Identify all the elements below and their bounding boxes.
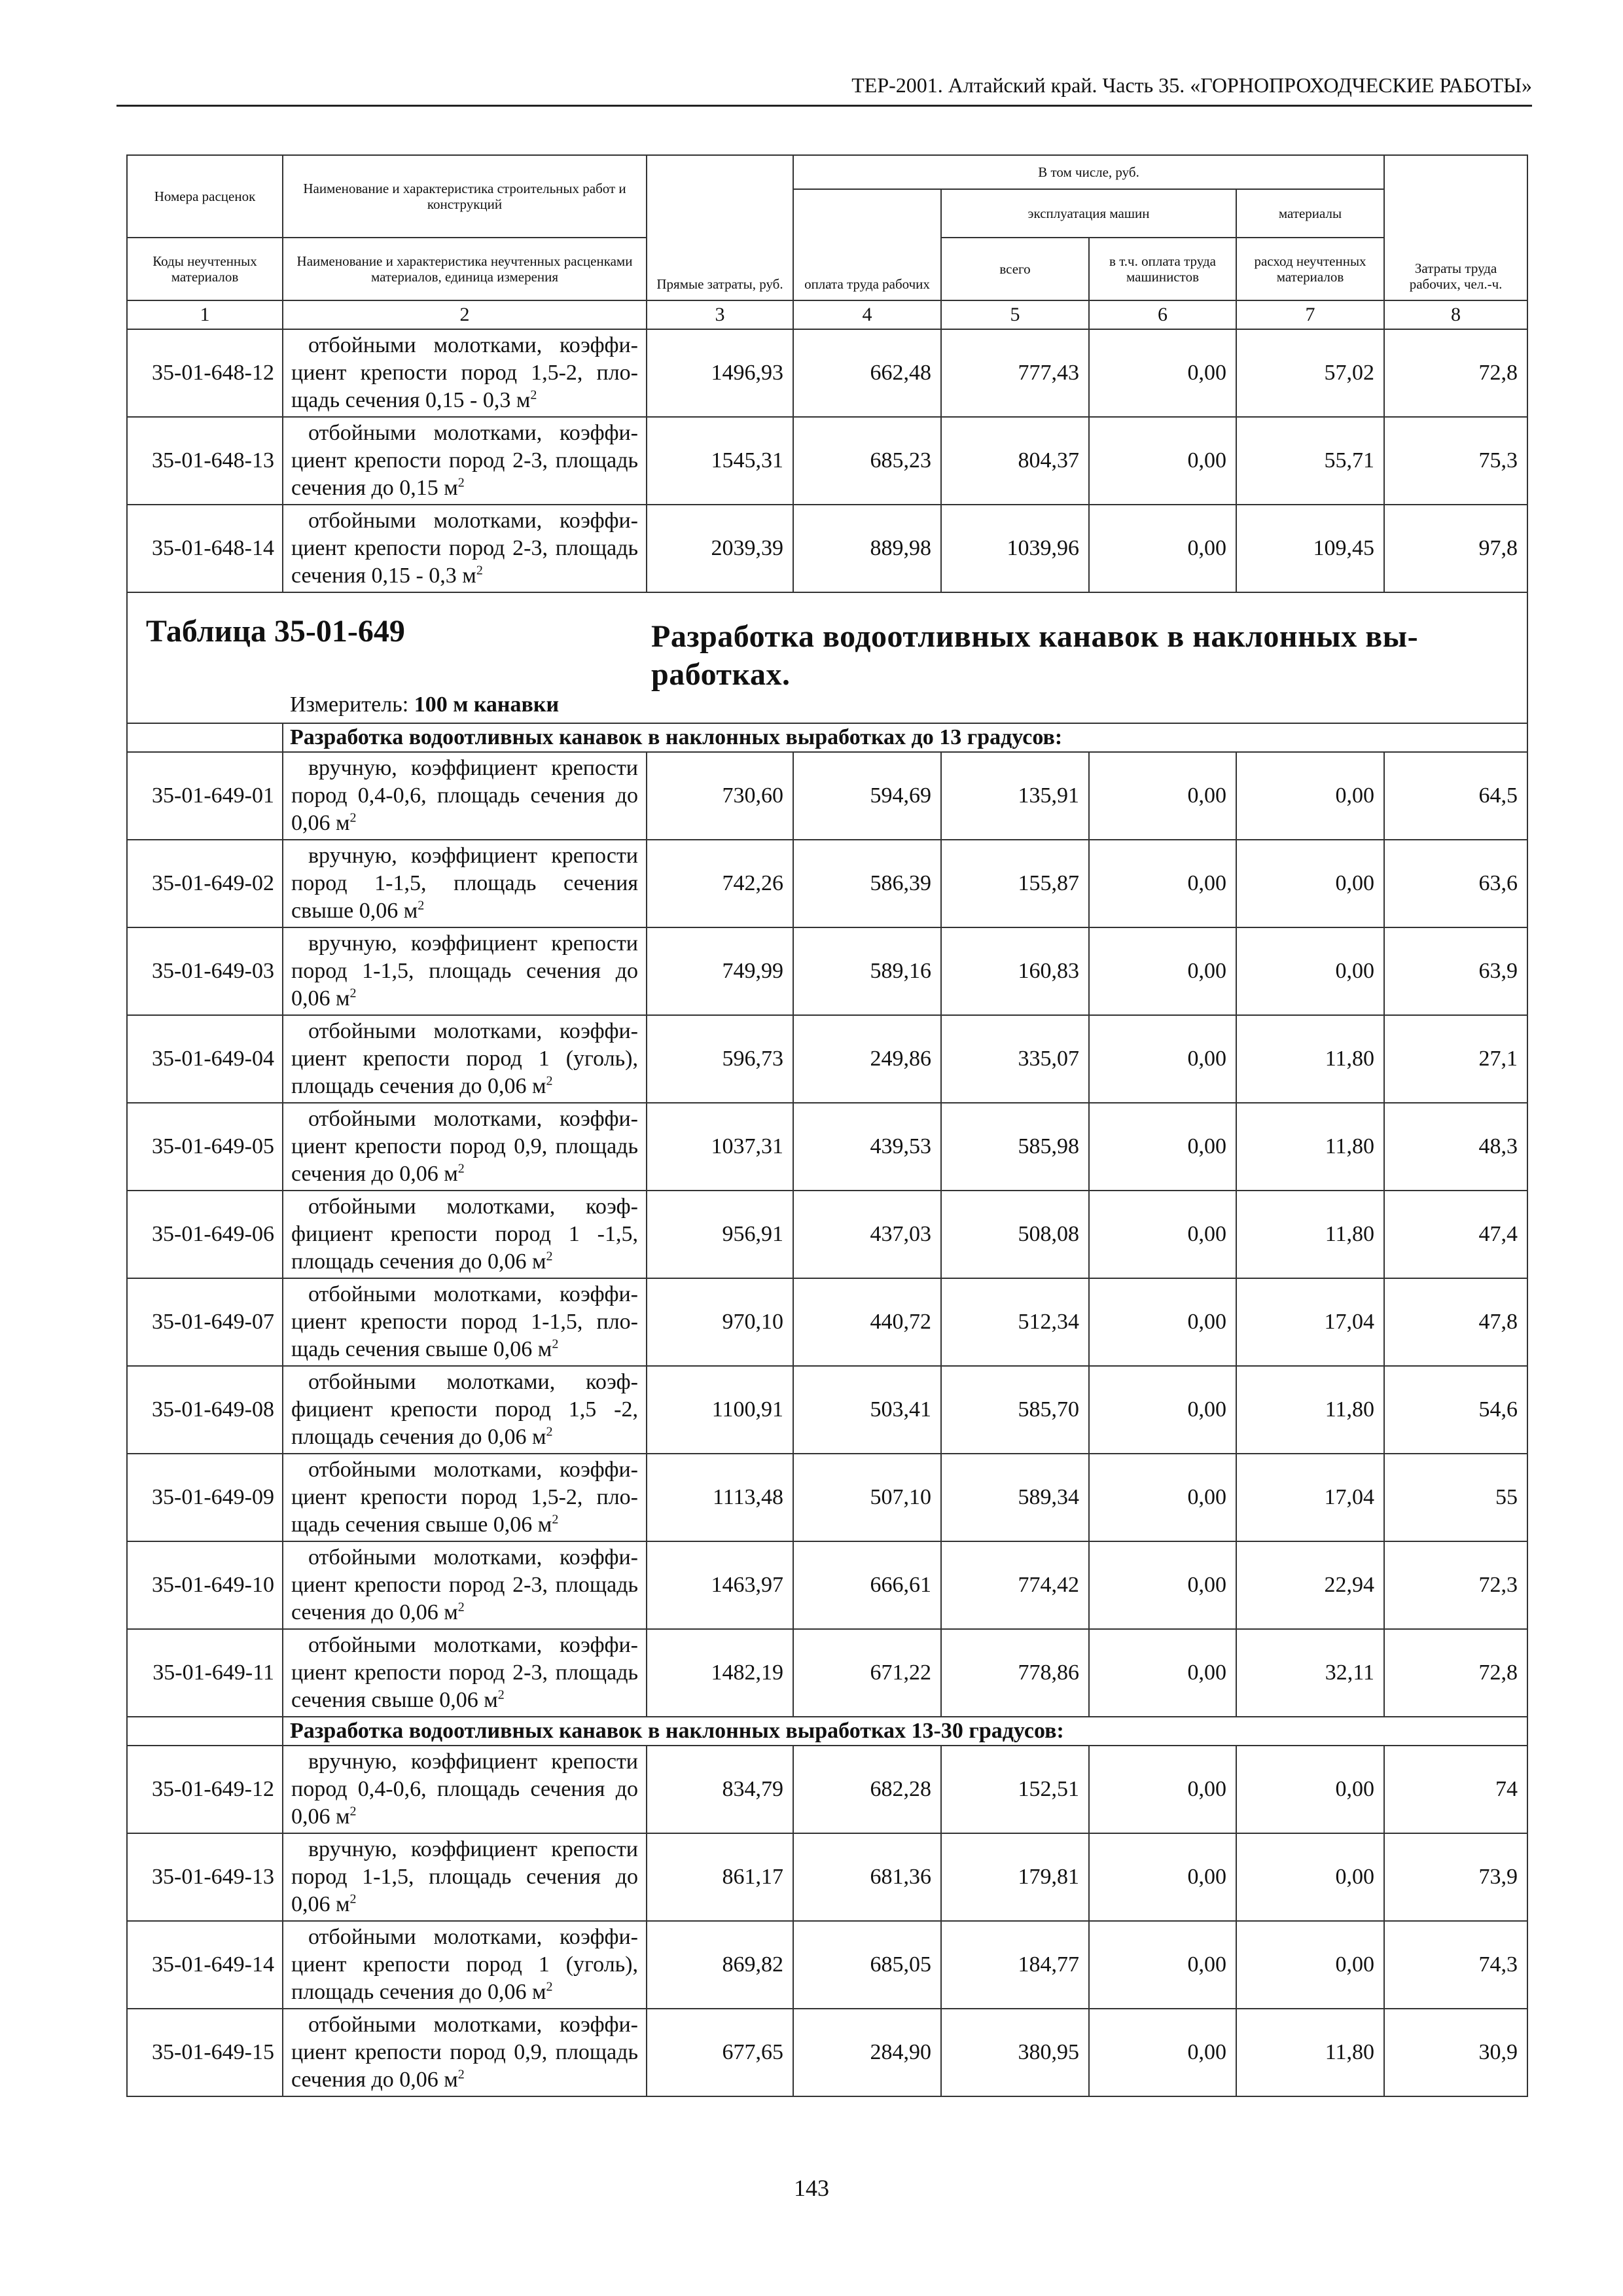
description-text: вручную, коэффициент крепости пород 1-1,5, площадь сечения до 0,06 м: [291, 931, 638, 1011]
machinists-cost: 0,00: [1089, 2009, 1236, 2096]
rate-code: 35-01-649-05: [127, 1103, 283, 1191]
labor-hours: 97,8: [1384, 505, 1527, 592]
machines-cost: 585,70: [941, 1366, 1089, 1454]
table-row: [127, 1103, 1527, 1191]
col-number: 6: [1089, 300, 1236, 329]
machinists-cost: 0,00: [1089, 1921, 1236, 2009]
materials-cost: 11,80: [1236, 1366, 1384, 1454]
direct-costs: 1545,31: [647, 417, 793, 505]
labor-cost: 249,86: [793, 1015, 941, 1103]
unit-exponent: 2: [530, 387, 537, 403]
table-row: [127, 2009, 1527, 2096]
table-row: [127, 1278, 1527, 1366]
labor-hours: 54,6: [1384, 1366, 1527, 1454]
unit-exponent: 2: [457, 1161, 465, 1176]
labor-cost: 503,41: [793, 1366, 941, 1454]
direct-costs: 596,73: [647, 1015, 793, 1103]
labor-hours: 74,3: [1384, 1921, 1527, 2009]
direct-costs: 1463,97: [647, 1541, 793, 1629]
description-text: отбойными молотками, коэффициент крепости пород 1 (уголь), площадь сечения до 0,06 м: [291, 1019, 638, 1098]
description-text: отбойными молотками, коэффициент крепости пород 2-3, площадь сечения до 0,06 м: [291, 1545, 638, 1624]
rate-code: 35-01-649-02: [127, 840, 283, 927]
col-machinists: в т.ч. оплата труда машинистов: [1089, 238, 1236, 300]
col-code-bottom: Коды неучтенных материалов: [127, 238, 283, 300]
labor-hours: 73,9: [1384, 1833, 1527, 1921]
table-title-block: [127, 592, 1527, 723]
unit-exponent: 2: [457, 2067, 465, 2082]
rate-description: [283, 1541, 647, 1629]
machines-cost: 184,77: [941, 1921, 1089, 2009]
materials-cost: 0,00: [1236, 1746, 1384, 1833]
group-spacer: [127, 1717, 283, 1746]
table-row: [127, 1746, 1527, 1833]
col-machines-total: всего: [941, 238, 1089, 300]
table-row: [127, 752, 1527, 840]
description-text: вручную, коэффициент крепости пород 0,4-0,6, площадь сечения до 0,06 м: [291, 756, 638, 835]
rate-code: 35-01-649-06: [127, 1191, 283, 1278]
direct-costs: 730,60: [647, 752, 793, 840]
description-text: отбойными молотками, коэффициент крепости пород 1-1,5, площадь сечения свыше 0,06 м: [291, 1282, 638, 1361]
running-header: [116, 71, 1532, 107]
rate-code: 35-01-648-12: [127, 329, 283, 417]
col-number: 8: [1384, 300, 1527, 329]
rate-description: [283, 840, 647, 927]
description-text: вручную, коэффициент крепости пород 1-1,5, площадь сечения свыше 0,06 м: [291, 844, 638, 923]
labor-cost: 671,22: [793, 1629, 941, 1717]
machines-cost: 335,07: [941, 1015, 1089, 1103]
machinists-cost: 0,00: [1089, 417, 1236, 505]
labor-hours: 47,4: [1384, 1191, 1527, 1278]
machinists-cost: 0,00: [1089, 1454, 1236, 1541]
unit-exponent: 2: [418, 898, 425, 913]
unit-exponent: 2: [546, 1249, 553, 1264]
rate-code: 35-01-649-07: [127, 1278, 283, 1366]
labor-hours: 72,8: [1384, 1629, 1527, 1717]
rate-code: 35-01-649-15: [127, 2009, 283, 2096]
description-text: отбойными молотками, коэффициент крепости пород 2-3, площадь сечения свыше 0,06 м: [291, 1633, 638, 1712]
labor-cost: 889,98: [793, 505, 941, 592]
unit-exponent: 2: [349, 810, 357, 825]
rate-code: 35-01-649-09: [127, 1454, 283, 1541]
machinists-cost: 0,00: [1089, 1629, 1236, 1717]
machines-cost: 135,91: [941, 752, 1089, 840]
machinists-cost: 0,00: [1089, 840, 1236, 927]
machines-cost: 774,42: [941, 1541, 1089, 1629]
group-1-rows: [127, 752, 1527, 1717]
unit-exponent: 2: [349, 1804, 357, 1819]
group-2-rows: [127, 1746, 1527, 2096]
unit-exponent: 2: [552, 1336, 559, 1352]
machinists-cost: 0,00: [1089, 1278, 1236, 1366]
col-name-bottom: Наименование и характеристика неучтенных расценками материалов, единица измерения: [283, 238, 647, 300]
labor-hours: 63,6: [1384, 840, 1527, 927]
materials-cost: 17,04: [1236, 1278, 1384, 1366]
labor-cost: 662,48: [793, 329, 941, 417]
table-row: [127, 1366, 1527, 1454]
direct-costs: 834,79: [647, 1746, 793, 1833]
materials-cost: 32,11: [1236, 1629, 1384, 1717]
machines-cost: 585,98: [941, 1103, 1089, 1191]
machinists-cost: 0,00: [1089, 505, 1236, 592]
col-machines: эксплуатация машин: [941, 189, 1236, 238]
col-number: 3: [647, 300, 793, 329]
labor-hours: 63,9: [1384, 927, 1527, 1015]
table-row: [127, 505, 1527, 592]
rate-description: [283, 417, 647, 505]
materials-cost: 11,80: [1236, 1015, 1384, 1103]
rates-table: [126, 154, 1528, 2097]
col-labor: оплата труда рабочих: [793, 189, 941, 300]
rate-description: [283, 1278, 647, 1366]
materials-cost: 0,00: [1236, 927, 1384, 1015]
description-text: отбойными молотками, коэффициент крепости пород 1,5 -2, площадь сечения до 0,06 м: [291, 1370, 638, 1449]
materials-cost: 0,00: [1236, 752, 1384, 840]
labor-cost: 440,72: [793, 1278, 941, 1366]
rate-description: [283, 1921, 647, 2009]
machines-cost: 155,87: [941, 840, 1089, 927]
col-materials: материалы: [1236, 189, 1384, 238]
group-2-header: [127, 1717, 1527, 1746]
labor-hours: 72,3: [1384, 1541, 1527, 1629]
direct-costs: 2039,39: [647, 505, 793, 592]
labor-cost: 681,36: [793, 1833, 941, 1921]
materials-cost: 0,00: [1236, 840, 1384, 927]
rate-description: [283, 927, 647, 1015]
labor-hours: 30,9: [1384, 2009, 1527, 2096]
col-number: 4: [793, 300, 941, 329]
labor-hours: 74: [1384, 1746, 1527, 1833]
rate-code: 35-01-649-11: [127, 1629, 283, 1717]
rate-code: 35-01-649-12: [127, 1746, 283, 1833]
rate-description: [283, 2009, 647, 2096]
group-title: Разработка водоотливных канавок в наклонных выработках 13-30 градусов:: [283, 1717, 1527, 1746]
labor-hours: 72,8: [1384, 329, 1527, 417]
labor-cost: 589,16: [793, 927, 941, 1015]
col-including: В том числе, руб.: [793, 155, 1384, 189]
table-row: [127, 840, 1527, 927]
measure-label: Измеритель:: [290, 692, 414, 717]
direct-costs: 869,82: [647, 1921, 793, 2009]
materials-cost: 11,80: [1236, 1191, 1384, 1278]
machines-cost: 804,37: [941, 417, 1089, 505]
description-text: отбойными молотками, коэффициент крепости пород 1 (уголь), площадь сечения до 0,06 м: [291, 1925, 638, 2004]
machinists-cost: 0,00: [1089, 1833, 1236, 1921]
materials-cost: 0,00: [1236, 1921, 1384, 2009]
unit-exponent: 2: [457, 1600, 465, 1615]
description-text: отбойными молотками, коэффициент крепости пород 0,9, площадь сечения до 0,06 м: [291, 1107, 638, 1186]
measure-value: 100 м канавки: [414, 692, 560, 717]
direct-costs: 1113,48: [647, 1454, 793, 1541]
machinists-cost: 0,00: [1089, 329, 1236, 417]
labor-cost: 594,69: [793, 752, 941, 840]
machinists-cost: 0,00: [1089, 1366, 1236, 1454]
machines-cost: 1039,96: [941, 505, 1089, 592]
machinists-cost: 0,00: [1089, 1541, 1236, 1629]
rows-before: [127, 329, 1527, 592]
rate-description: [283, 1015, 647, 1103]
rate-description: [283, 1629, 647, 1717]
labor-cost: 685,23: [793, 417, 941, 505]
machines-cost: 160,83: [941, 927, 1089, 1015]
machines-cost: 152,51: [941, 1746, 1089, 1833]
machinists-cost: 0,00: [1089, 1191, 1236, 1278]
materials-cost: 17,04: [1236, 1454, 1384, 1541]
rate-description: [283, 1191, 647, 1278]
direct-costs: 742,26: [647, 840, 793, 927]
col-number: 1: [127, 300, 283, 329]
direct-costs: 970,10: [647, 1278, 793, 1366]
rate-description: [283, 1454, 647, 1541]
machinists-cost: 0,00: [1089, 1746, 1236, 1833]
running-title: ТЕР-2001. Алтайский край. Часть 35. «ГОРНОПРОХОДЧЕСКИЕ РАБОТЫ»: [851, 73, 1532, 97]
materials-cost: 57,02: [1236, 329, 1384, 417]
labor-hours: 27,1: [1384, 1015, 1527, 1103]
labor-hours: 64,5: [1384, 752, 1527, 840]
machinists-cost: 0,00: [1089, 1015, 1236, 1103]
materials-cost: 11,80: [1236, 2009, 1384, 2096]
col-number: 2: [283, 300, 647, 329]
machinists-cost: 0,00: [1089, 927, 1236, 1015]
rate-code: 35-01-649-10: [127, 1541, 283, 1629]
machinists-cost: 0,00: [1089, 1103, 1236, 1191]
page-number: 143: [794, 2175, 829, 2201]
col-direct-costs: Прямые затраты, руб.: [647, 155, 793, 300]
col-labor-hours: Затраты труда рабочих, чел.-ч.: [1384, 155, 1527, 300]
direct-costs: 956,91: [647, 1191, 793, 1278]
labor-cost: 439,53: [793, 1103, 941, 1191]
rate-description: [283, 752, 647, 840]
table-row: [127, 417, 1527, 505]
description-text: вручную, коэффициент крепости пород 0,4-0,6, площадь сечения до 0,06 м: [291, 1749, 638, 1829]
col-number: 7: [1236, 300, 1384, 329]
table-row: [127, 1629, 1527, 1717]
table-row: [127, 1454, 1527, 1541]
labor-hours: 75,3: [1384, 417, 1527, 505]
table-header: [127, 155, 1527, 329]
table-row: [127, 1921, 1527, 2009]
description-text: отбойными молотками, коэффициент крепости пород 2-3, площадь сечения до 0,15 м: [291, 421, 638, 500]
col-materials-use: расход неучтенных материалов: [1236, 238, 1384, 300]
rate-description: [283, 1103, 647, 1191]
table-row: [127, 1833, 1527, 1921]
direct-costs: 1482,19: [647, 1629, 793, 1717]
description-text: отбойными молотками, коэффициент крепости пород 1 -1,5, площадь сечения до 0,06 м: [291, 1194, 638, 1274]
table-row: [127, 329, 1527, 417]
table-row: [127, 1541, 1527, 1629]
table-block: [127, 592, 1527, 752]
rate-code: 35-01-649-04: [127, 1015, 283, 1103]
labor-cost: 666,61: [793, 1541, 941, 1629]
machinists-cost: 0,00: [1089, 752, 1236, 840]
unit-exponent: 2: [497, 1687, 505, 1702]
machines-cost: 777,43: [941, 329, 1089, 417]
unit-exponent: 2: [546, 1979, 553, 1994]
description-text: отбойными молотками, коэффициент крепости пород 1,5-2, площадь сечения свыше 0,06 м: [291, 1458, 638, 1537]
labor-cost: 682,28: [793, 1746, 941, 1833]
machines-cost: 179,81: [941, 1833, 1089, 1921]
materials-cost: 11,80: [1236, 1103, 1384, 1191]
col-code-top: Номера расценок: [127, 155, 283, 238]
rate-description: [283, 1833, 647, 1921]
description-text: отбойными молотками, коэффициент крепости пород 0,9, площадь сечения до 0,06 м: [291, 2013, 638, 2092]
unit-exponent: 2: [552, 1512, 559, 1527]
unit-exponent: 2: [476, 563, 483, 578]
labor-hours: 47,8: [1384, 1278, 1527, 1366]
rate-code: 35-01-648-14: [127, 505, 283, 592]
direct-costs: 1496,93: [647, 329, 793, 417]
materials-cost: 0,00: [1236, 1833, 1384, 1921]
table-row: [127, 927, 1527, 1015]
labor-hours: 55: [1384, 1454, 1527, 1541]
unit-exponent: 2: [546, 1073, 553, 1088]
rate-description: [283, 505, 647, 592]
rate-code: 35-01-649-14: [127, 1921, 283, 2009]
rate-description: [283, 329, 647, 417]
labor-cost: 507,10: [793, 1454, 941, 1541]
rate-code: 35-01-649-01: [127, 752, 283, 840]
direct-costs: 1100,91: [647, 1366, 793, 1454]
table-row: [127, 1015, 1527, 1103]
group-spacer: [127, 723, 283, 752]
table-row: [127, 1191, 1527, 1278]
machines-cost: 512,34: [941, 1278, 1089, 1366]
table-heading: Разработка водоотливных канавок в наклонных выработках.: [651, 619, 1418, 692]
machines-cost: 778,86: [941, 1629, 1089, 1717]
rate-code: 35-01-649-13: [127, 1833, 283, 1921]
unit-exponent: 2: [349, 1892, 357, 1907]
direct-costs: 861,17: [647, 1833, 793, 1921]
rate-description: [283, 1746, 647, 1833]
labor-cost: 685,05: [793, 1921, 941, 2009]
unit-exponent: 2: [457, 475, 465, 490]
machines-cost: 508,08: [941, 1191, 1089, 1278]
unit-exponent: 2: [546, 1424, 553, 1439]
description-text: вручную, коэффициент крепости пород 1-1,5, площадь сечения до 0,06 м: [291, 1837, 638, 1916]
labor-cost: 586,39: [793, 840, 941, 927]
materials-cost: 109,45: [1236, 505, 1384, 592]
materials-cost: 55,71: [1236, 417, 1384, 505]
direct-costs: 677,65: [647, 2009, 793, 2096]
direct-costs: 749,99: [647, 927, 793, 1015]
rate-code: 35-01-649-03: [127, 927, 283, 1015]
labor-cost: 284,90: [793, 2009, 941, 2096]
col-name-top: Наименование и характеристика строительных работ и конструкций: [283, 155, 647, 238]
description-text: отбойными молотками, коэффициент крепости пород 2-3, площадь сечения 0,15 - 0,3 м: [291, 509, 638, 588]
machines-cost: 589,34: [941, 1454, 1089, 1541]
unit-exponent: 2: [349, 986, 357, 1001]
rate-code: 35-01-648-13: [127, 417, 283, 505]
labor-hours: 48,3: [1384, 1103, 1527, 1191]
table-number: Таблица 35-01-649: [146, 614, 405, 649]
group-title: Разработка водоотливных канавок в наклонных выработках до 13 градусов:: [283, 723, 1527, 752]
direct-costs: 1037,31: [647, 1103, 793, 1191]
measure-unit: [290, 691, 559, 719]
machines-cost: 380,95: [941, 2009, 1089, 2096]
description-text: отбойными молотками, коэффициент крепости пород 1,5-2, площадь сечения 0,15 - 0,3 м: [291, 333, 638, 412]
materials-cost: 22,94: [1236, 1541, 1384, 1629]
col-number: 5: [941, 300, 1089, 329]
rate-description: [283, 1366, 647, 1454]
labor-cost: 437,03: [793, 1191, 941, 1278]
rate-code: 35-01-649-08: [127, 1366, 283, 1454]
